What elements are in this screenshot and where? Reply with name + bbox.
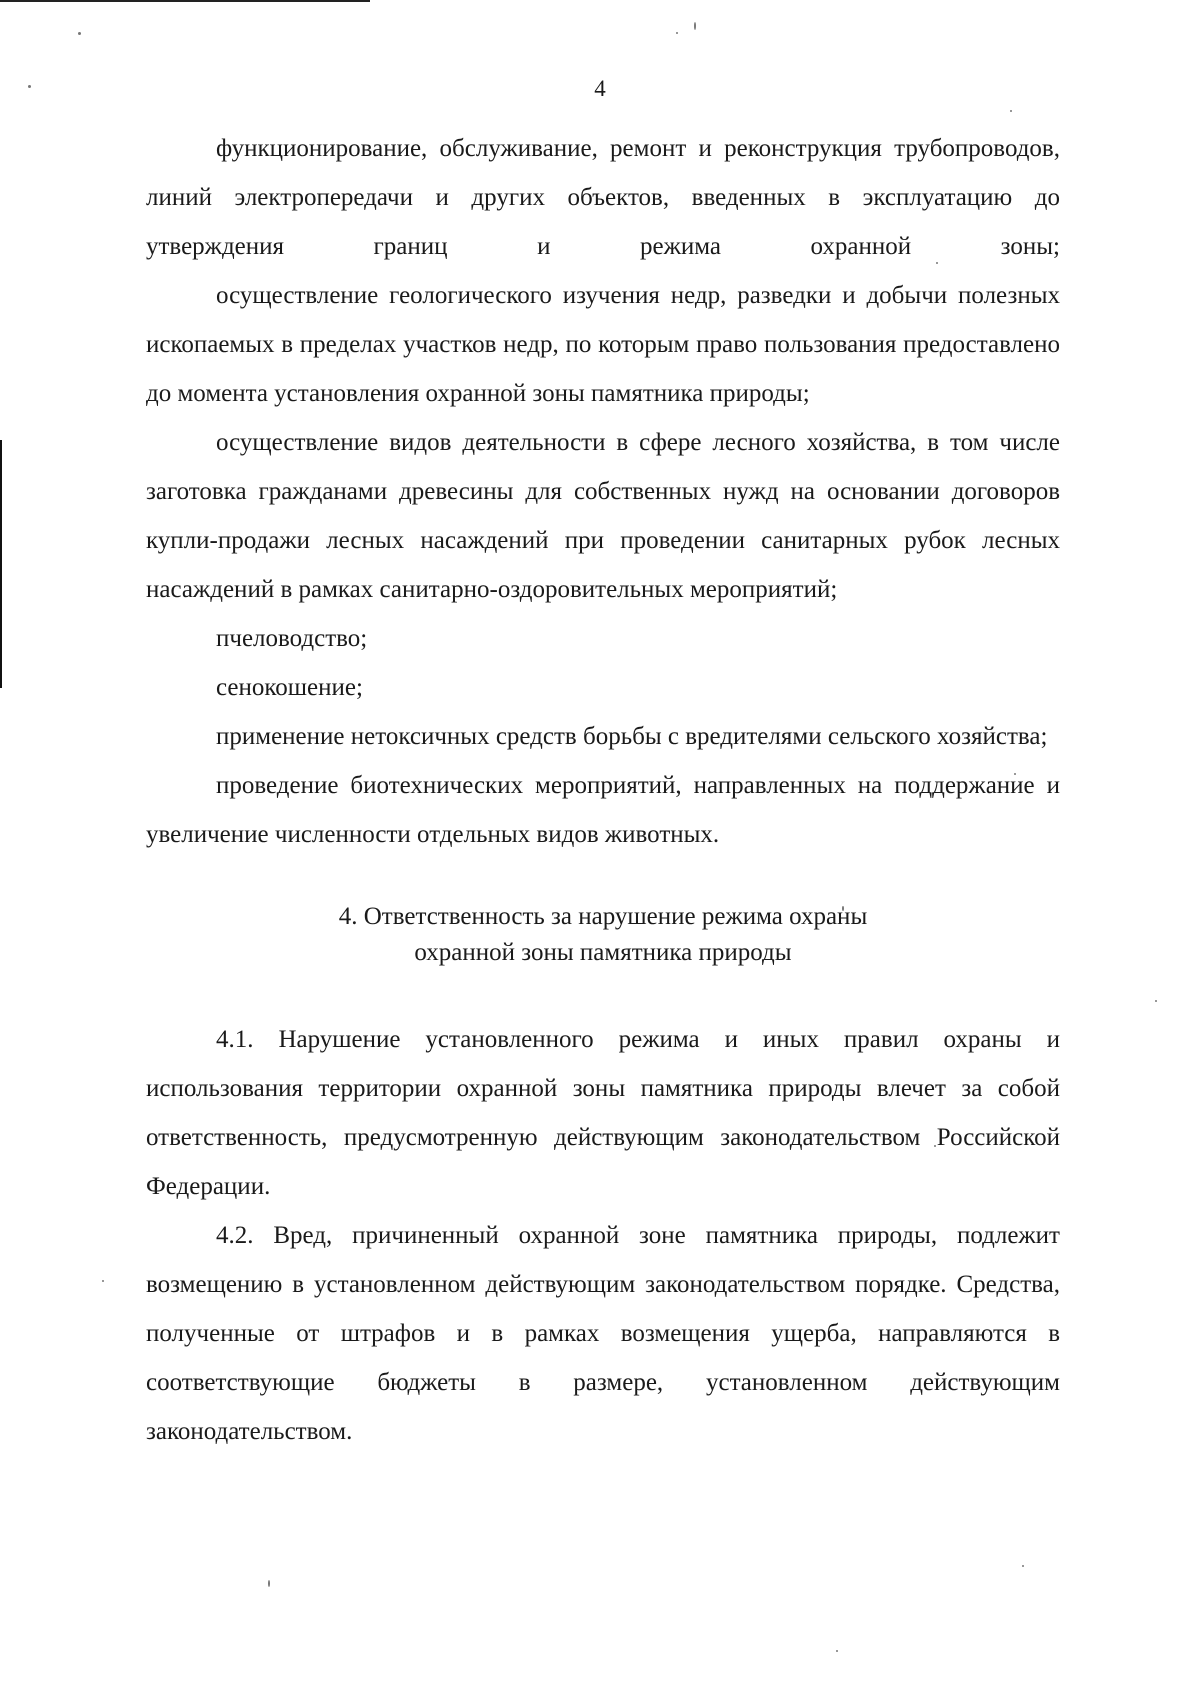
scan-left-margin-mark <box>0 440 2 688</box>
list-item-beekeeping: пчеловодство; <box>216 625 368 652</box>
list-item-biotechnical: проведение биотехнических мероприятий, направленных на поддержание и увеличение численности отдельных видов животных. <box>146 772 1060 848</box>
list-item-haymaking: сенокошение; <box>216 674 363 701</box>
scan-speck <box>1022 1565 1024 1567</box>
section-heading <box>146 899 1060 971</box>
scan-speck <box>102 1280 104 1282</box>
scan-speck <box>1155 1000 1157 1002</box>
document-body <box>146 124 1060 1456</box>
scan-top-edge-line <box>0 0 370 2</box>
clause-4-1: 4.1. Нарушение установленного режима и иных правил охраны и использования территории охранной зоны памятника природы влечет за собой ответственность, предусмотренную действующим законодательством Российской Федерации. <box>146 1026 1060 1200</box>
section-heading-line-1: 4. Ответственность за нарушение режима охраны <box>338 903 868 930</box>
scan-speck <box>78 32 81 35</box>
list-item-infrastructure: функционирование, обслуживание, ремонт и реконструкция трубопроводов, линий электропередачи и других объектов, введенных в эксплуатацию до утверждения границ и режима охранной зоны; <box>146 135 1060 260</box>
section-heading-line-2: охранной зоны памятника природы <box>414 939 792 966</box>
list-item-subsoil: осуществление геологического изучения недр, разведки и добычи полезных ископаемых в пределах участков недр, по которым право пользования предоставлено до момента установления охранной зоны памятника природы; <box>146 282 1060 407</box>
clause-4-2: 4.2. Вред, причиненный охранной зоне памятника природы, подлежит возмещению в установленном действующим законодательством порядке. Средства, полученные от штрафов и в рамках возмещения ущерба, направляются в соответствующие бюджеты в размере, установленном действующим законодательством. <box>146 1222 1060 1445</box>
scan-speck <box>676 32 678 34</box>
scan-speck <box>1010 110 1012 112</box>
scan-speck <box>694 22 696 30</box>
scan-speck <box>268 1580 270 1587</box>
scan-speck <box>836 1650 838 1652</box>
list-item-forestry: осуществление видов деятельности в сфере лесного хозяйства, в том числе заготовка гражданами древесины для собственных нужд на основании договоров купли-продажи лесных насаждений при проведении санитарных рубок лесных насаждений в рамках санитарно-оздоровительных мероприятий; <box>146 429 1060 603</box>
page-number: 4 <box>594 76 606 101</box>
list-item-pest-control: применение нетоксичных средств борьбы с вредителями сельского хозяйства; <box>216 723 1048 750</box>
